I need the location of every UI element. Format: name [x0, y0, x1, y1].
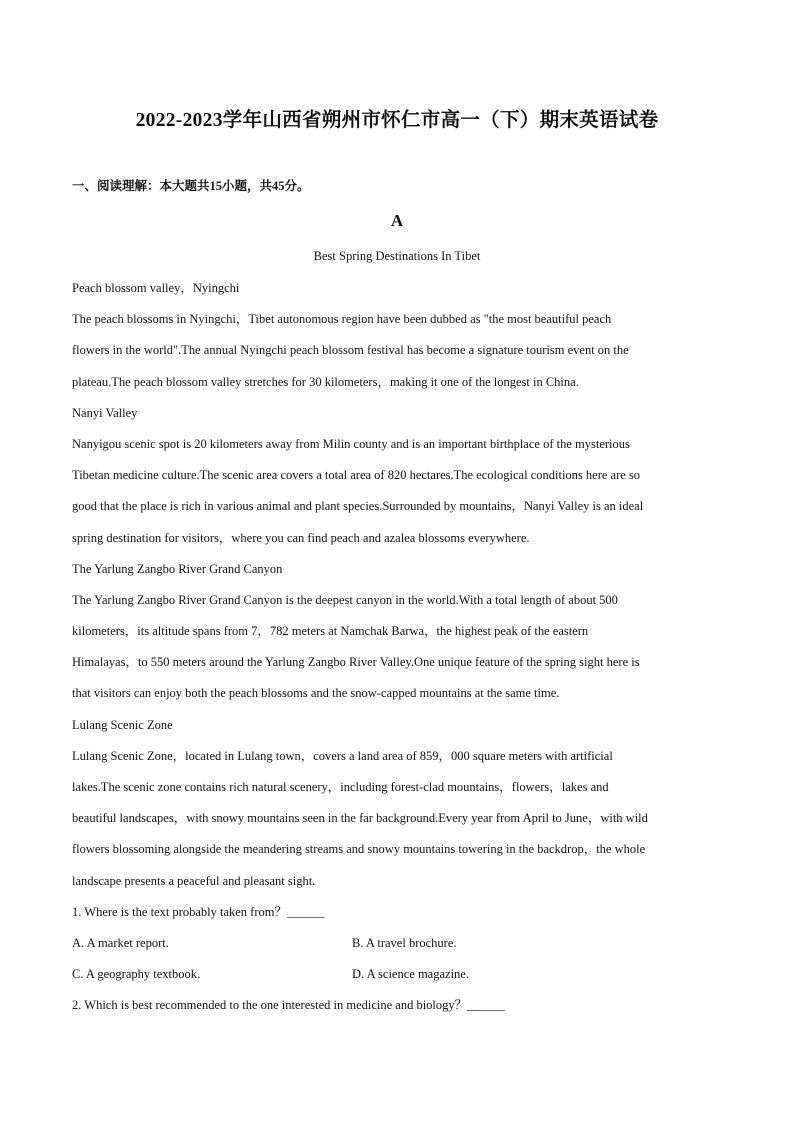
paragraph-line: The Yarlung Zangbo River Grand Canyon is the deepest canyon in the world.With a total length of about 500 — [72, 592, 618, 607]
subheading-lulang-scenic-zone: Lulang Scenic Zone — [72, 717, 173, 732]
paragraph-line: landscape presents a peaceful and pleasant sight. — [72, 873, 316, 888]
paragraph-line: flowers blossoming alongside the meandering streams and snowy mountains towering in the backdrop，the whole — [72, 842, 646, 857]
paragraph-line: Tibetan medicine culture.The scenic area covers a total area of 820 hectares.The ecological conditions here are so — [72, 468, 641, 483]
question-1-option-a: A. A market report. — [72, 935, 169, 950]
section-heading: 一、阅读理解：本大题共15小题，共45分。 — [72, 179, 310, 193]
question-1-options-row-1 — [72, 933, 722, 964]
question-2-stem: 2. Which is best recommended to the one interested in medicine and biology？______ — [72, 998, 505, 1013]
exam-title: 2022-2023学年山西省朔州市怀仁市高一（下）期末英语试卷 — [135, 110, 659, 131]
paragraph-line: kilometers，its altitude spans from 7，782 meters at Namchak Barwa，the highest peak of the eastern — [72, 624, 589, 639]
paragraph-line: Himalayas，to 550 meters around the Yarlung Zangbo River Valley.One unique feature of the spring sight here is — [72, 655, 640, 670]
passage-label: A — [390, 211, 404, 230]
subheading-grand-canyon: The Yarlung Zangbo River Grand Canyon — [72, 561, 283, 576]
paragraph-line: beautiful landscapes，with snowy mountains seen in the far background.Every year from April to June，with wild — [72, 811, 648, 826]
paragraph-line: lakes.The scenic zone contains rich natural scenery，including forest-clad mountains，flowers，lakes and — [72, 780, 609, 794]
paragraph-line: that visitors can enjoy both the peach blossoms and the snow-capped mountains at the same time. — [72, 686, 560, 701]
question-1-options-row-2 — [72, 964, 722, 995]
paragraph-line: plateau.The peach blossom valley stretches for 30 kilometers，making it one of the longest in China. — [72, 374, 579, 389]
paragraph-line: Nanyigou scenic spot is 20 kilometers away from Milin county and is an important birthplace of the mysterious — [72, 436, 630, 451]
paragraph-line: spring destination for visitors，where you can find peach and azalea blossoms everywhere. — [72, 530, 530, 545]
question-1-option-c: C. A geography textbook. — [72, 967, 201, 982]
passage-body — [72, 278, 722, 1027]
paragraph-line: Lulang Scenic Zone，located in Lulang town，covers a land area of 859，000 square meters with artificial — [72, 748, 613, 763]
paragraph-line: The peach blossoms in Nyingchi，Tibet autonomous region have been dubbed as "the most beautiful peach — [72, 312, 612, 327]
subheading-peach-blossom-valley: Peach blossom valley，Nyingchi — [72, 281, 240, 295]
question-1-stem: 1. Where is the text probably taken from？______ — [72, 904, 325, 919]
subheading-nanyi-valley: Nanyi Valley — [72, 405, 138, 420]
paragraph-line: good that the place is rich in various animal and plant species.Surrounded by mountains，Nanyi Valley is an ideal — [72, 499, 644, 514]
question-1-option-d: D. A science magazine. — [352, 967, 469, 982]
paragraph-line: flowers in the world".The annual Nyingchi peach blossom festival has become a signature tourism event on the — [72, 343, 629, 358]
question-1-option-b: B. A travel brochure. — [352, 935, 457, 950]
passage-title: Best Spring Destinations In Tibet — [313, 249, 481, 263]
